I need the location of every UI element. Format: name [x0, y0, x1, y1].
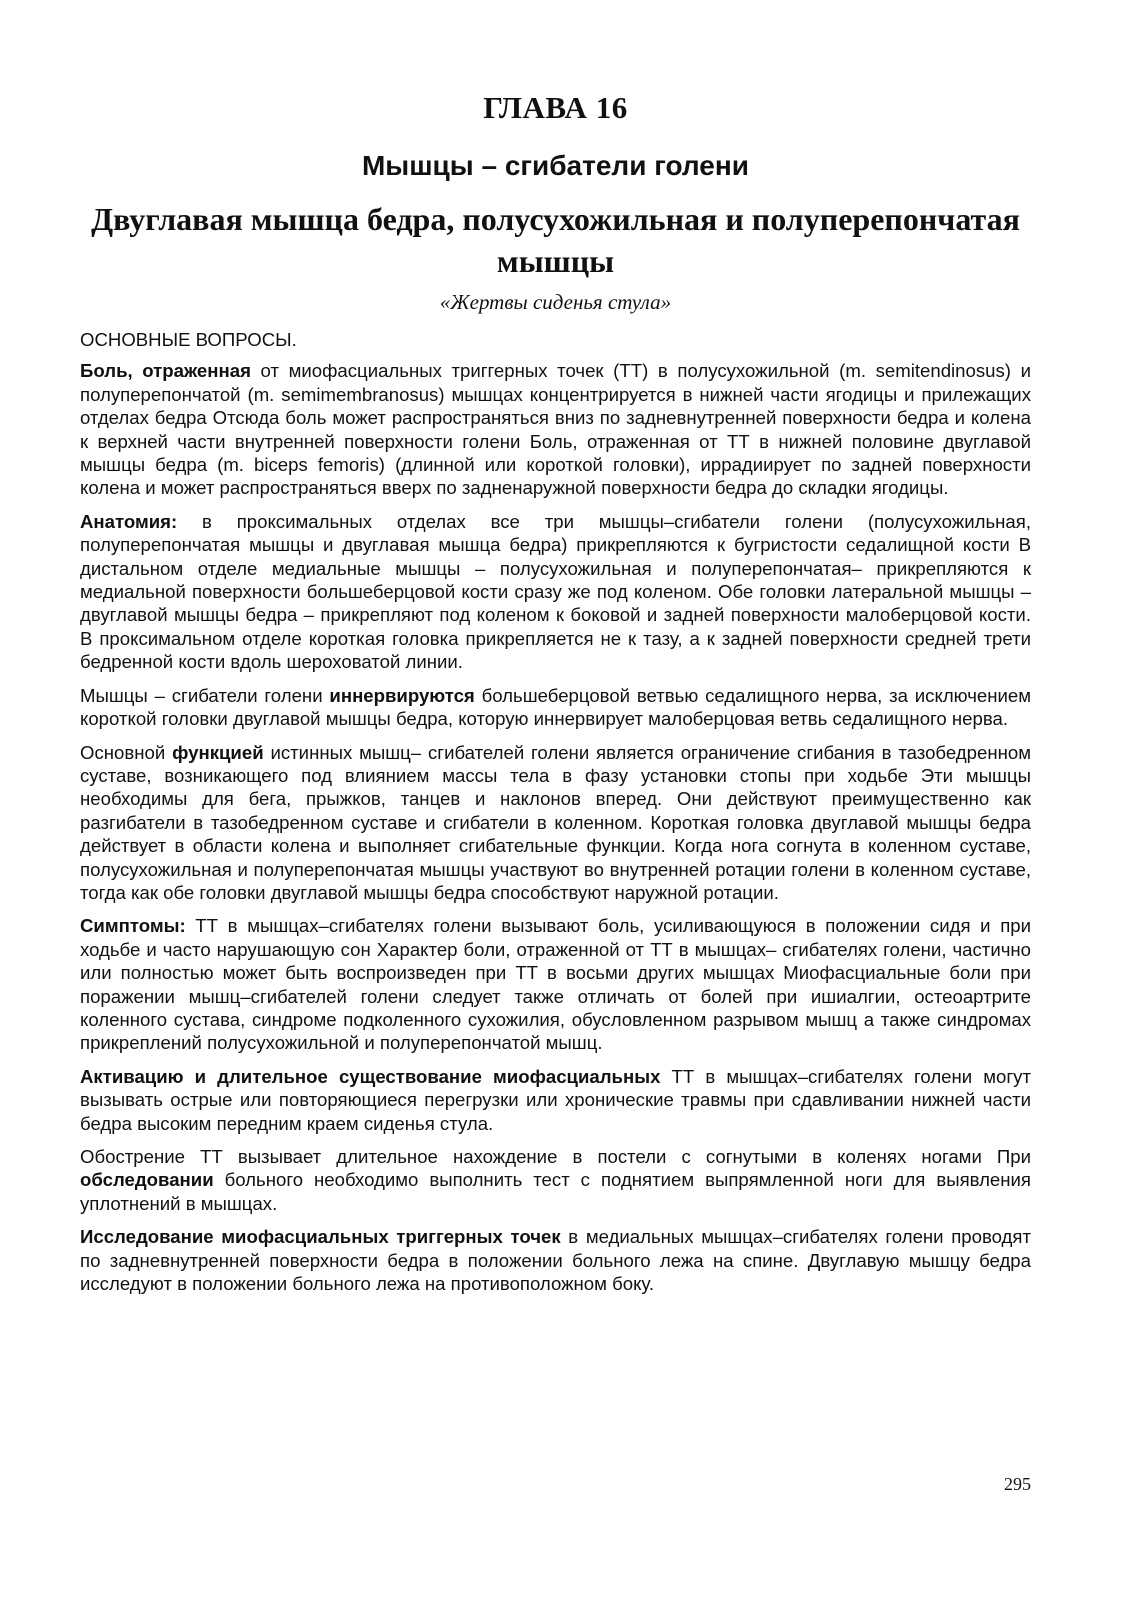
paragraph-text: больного необходимо выполнить тест с поднятием выпрямленной ноги для выявления уплотнений в мышцах.: [80, 1169, 1031, 1214]
paragraph-text: в проксимальных отделах все три мышцы–сгибатели голени (полусухожильная, полуперепончатая мышцы и двуглавая мышца бедра) прикрепляются к бугристости седалищной кости В дистальном отделе медиальные мышцы – полусухожильная и полуперепончатая– прикрепляются к медиальной поверхности большеберцовой кости сразу же под коленом. Обе головки латеральной мышцы – двуглавой мышцы бедра – прикрепляют под коленом к боковой и задней поверхности малоберцовой кости. В проксимальном отделе короткая головка прикрепляется не к тазу, а к задней поверхности средней трети бедренной кости вдоль шероховатой линии.: [80, 510, 1031, 673]
epigraph: «Жертвы сиденья стула»: [439, 290, 672, 314]
chapter-title: Мышцы – сгибатели голени: [361, 150, 750, 181]
paragraph-pre: Мышцы – сгибатели голени: [80, 684, 330, 706]
paragraph-bold: Активацию и длительное существование миофасциальных: [80, 1065, 661, 1087]
paragraph-pre: Обострение ТТ вызывает длительное нахождение в постели с согнутыми в коленях ногами При: [80, 1146, 1031, 1167]
paragraph-text: ТТ в мышцах–сгибателях голени могут вызывать острые или повторяющиеся перегрузки или хронические травмы при сдавливании нижней части бедра высоким передним краем сиденья стула.: [80, 1065, 1031, 1134]
paragraph-bold: функцией: [172, 741, 264, 763]
paragraph-pre: Основной: [80, 741, 173, 763]
paragraph-function: [80, 741, 1031, 905]
paragraph-text: от миофасциальных триггерных точек (ТТ) в полусухожильной (m. semitendinosus) и полуперепончатой (m. semimembranosus) мышцах концентрируется в нижней части ягодицы и прилежащих отделах бедра Отсюда боль может распространяться вниз по задневнутренней поверхности бедра и колена к верхней части внутренней поверхности голени Боль, отраженная от ТТ в нижней половине двуглавой мышцы бедра (m. biceps femoris) (длинной или короткой головки), иррадиирует по задней поверхности колена и может распространяться вверх по задненаружной поверхности бедра до складки ягодицы.: [80, 360, 1031, 499]
body-text: [80, 328, 1031, 1305]
paragraph-anatomy: [80, 510, 1031, 674]
paragraph-trigger-point-exam: [80, 1225, 1031, 1295]
paragraph-activation: [80, 1065, 1031, 1135]
paragraph-bold: обследовании: [80, 1169, 214, 1191]
paragraph-innervation: [80, 684, 1031, 731]
paragraph-text: большеберцовой ветвью седалищного нерва, за исключением короткой головки двуглавой мышцы бедра, которую иннервирует малоберцовая ветвь седалищного нерва.: [80, 684, 1032, 730]
paragraph-bold: Исследование миофасциальных триггерных точек: [80, 1226, 561, 1248]
paragraph-referred-pain: [80, 359, 1031, 499]
paragraph-text: истинных мышц– сгибателей голени является ограничение сгибания в тазобедренном суставе, возникающего под влиянием массы тела в фазу установки стопы при ходьбе Эти мышцы необходимы для бега, прыжков, танцев и наклонов вперед. Они действуют преимущественно как разгибатели в тазобедренном суставе и сгибатели в коленном. Короткая головка двуглавой мышцы бедра действует в области колена и выполняет сгибательные функции. Когда нога согнута в коленном суставе, полусухожильная и полуперепончатая мышцы участвуют во внутренней ротации голени в коленном суставе, тогда как обе головки двуглавой мышцы бедра способствуют наружной ротации.: [80, 741, 1031, 903]
paragraph-bold: иннервируются: [329, 684, 475, 706]
chapter-subtitle: Двуглавая мышца бедра, полусухожильная и полуперепончатая мышцы: [91, 201, 1020, 279]
paragraph-bold: Анатомия:: [80, 510, 178, 532]
paragraph-text: в медиальных мышцах–сгибателях голени проводят по задневнутренней поверхности бедра в положении больного лежа на спине. Двуглавую мышцу бедра исследуют в положении больного лежа на противоположном боку.: [80, 1226, 1031, 1295]
paragraph-examination: [80, 1145, 1031, 1215]
paragraph-symptoms: [80, 914, 1031, 1054]
page-number: 295: [1004, 1474, 1031, 1494]
chapter-number: ГЛАВА 16: [483, 90, 628, 125]
paragraph-text: ТТ в мышцах–сгибателях голени вызывают боль, усиливающуюся в положении сидя и при ходьбе и часто нарушающую сон Характер боли, отраженной от ТТ в мышцах– сгибателях голени, частично или полностью может быть воспроизведен при ТТ в восьми других мышцах Миофасциальные боли при поражении мышц–сгибателей голени следует также отличать от болей при ишиалгии, остеоартрите коленного сустава, синдроме подколенного сухожилия, обусловленном разрывом мышц а также синдромах прикреплений полусухожильной и полуперепончатой мышц.: [80, 915, 1031, 1054]
section-heading: ОСНОВНЫЕ ВОПРОСЫ.: [80, 329, 297, 350]
paragraph-bold: Симптомы:: [80, 915, 186, 937]
paragraph-bold: Боль, отраженная: [80, 360, 251, 382]
